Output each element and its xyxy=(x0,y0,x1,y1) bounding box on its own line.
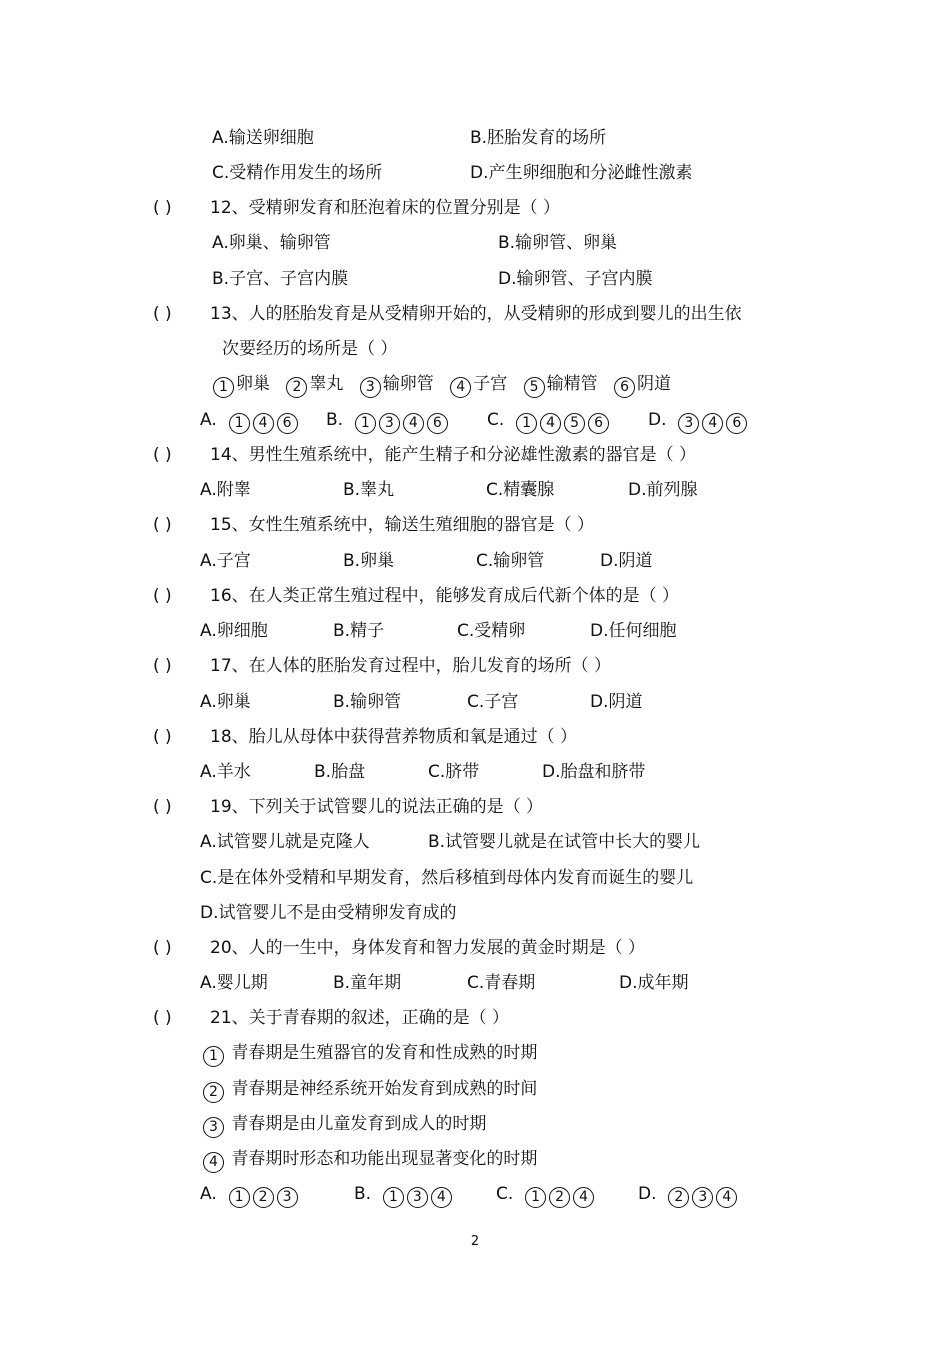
q12-option-d: D.输卵管、子宫内膜 xyxy=(498,269,653,289)
q21-item-3: 3 青春期是由儿童发育到成人的时期 xyxy=(202,1113,486,1138)
q15-option-c: C.输卵管 xyxy=(476,551,545,571)
q12-stem: 12、受精卵发育和胚泡着床的位置分别是（ ） xyxy=(210,198,561,218)
q17-option-a: A.卵巢 xyxy=(200,692,251,712)
q13-items xyxy=(212,373,671,398)
q20-option-b: B.童年期 xyxy=(333,973,402,993)
q13-item: 6 阴道 xyxy=(613,374,671,394)
q13-item: 3 输卵管 xyxy=(359,374,434,394)
q20-stem: 20、人的一生中，身体发育和智力发展的黄金时期是（ ） xyxy=(210,938,646,958)
q16-option-d: D.任何细胞 xyxy=(590,621,677,641)
q12-option-b: B.输卵管、卵巢 xyxy=(498,233,618,253)
q13-item: 1 卵巢 xyxy=(212,374,270,394)
q18-option-d: D.胎盘和脐带 xyxy=(542,762,646,782)
q20-option-a: A.婴儿期 xyxy=(200,973,268,993)
q20-answer-paren: ( ) xyxy=(153,938,172,958)
q18-answer-paren: ( ) xyxy=(153,727,172,747)
q11-option-b: B.胚胎发育的场所 xyxy=(470,128,607,148)
q16-option-c: C.受精卵 xyxy=(457,621,526,641)
q21-choice-d: D. 2 3 4 xyxy=(638,1183,739,1208)
q21-item-4: 4 青春期时形态和功能出现显著变化的时期 xyxy=(202,1148,537,1173)
q15-option-d: D.阴道 xyxy=(600,551,653,571)
q13-stem: 13、人的胚胎发育是从受精卵开始的，从受精卵的形成到婴儿的出生依 xyxy=(210,304,742,324)
q16-stem: 16、在人类正常生殖过程中，能够发育成后代新个体的是（ ） xyxy=(210,586,680,606)
q20-option-c: C.青春期 xyxy=(467,973,536,993)
q16-option-b: B.精子 xyxy=(333,621,385,641)
q18-stem: 18、胎儿从母体中获得营养物质和氧是通过（ ） xyxy=(210,727,578,747)
q21-answer-paren: ( ) xyxy=(153,1008,172,1028)
q15-answer-paren: ( ) xyxy=(153,515,172,535)
q19-stem: 19、下列关于试管婴儿的说法正确的是（ ） xyxy=(210,797,544,817)
q14-option-a: A.附睾 xyxy=(200,480,251,500)
q21-choice-b: B. 1 3 4 xyxy=(354,1183,454,1208)
q21-item-2: 2 青春期是神经系统开始发育到成熟的时间 xyxy=(202,1078,537,1103)
q13-stem-continued: 次要经历的场所是（ ） xyxy=(222,339,398,359)
q20-option-d: D.成年期 xyxy=(619,973,689,993)
q21-stem: 21、关于青春期的叙述，正确的是（ ） xyxy=(210,1008,510,1028)
q19-option-a: A.试管婴儿就是克隆人 xyxy=(200,832,370,852)
q14-option-d: D.前列腺 xyxy=(628,480,698,500)
q18-option-b: B.胎盘 xyxy=(314,762,366,782)
q17-answer-paren: ( ) xyxy=(153,656,172,676)
q12-option-a: A.卵巢、输卵管 xyxy=(212,233,331,253)
q18-option-c: C.脐带 xyxy=(428,762,480,782)
q13-choice-d: D. 3 4 6 xyxy=(648,409,749,434)
page-number: 2 xyxy=(470,1234,480,1249)
q14-stem: 14、男性生殖系统中，能产生精子和分泌雄性激素的器官是（ ） xyxy=(210,445,697,465)
q17-option-c: C.子宫 xyxy=(467,692,519,712)
q19-option-b: B.试管婴儿就是在试管中长大的婴儿 xyxy=(428,832,701,852)
q16-answer-paren: ( ) xyxy=(153,586,172,606)
q13-answer-paren: ( ) xyxy=(153,304,172,324)
q12-option-c: B.子宫、子宫内膜 xyxy=(212,269,349,289)
q14-option-c: C.精囊腺 xyxy=(486,480,555,500)
q12-answer-paren: ( ) xyxy=(153,198,172,218)
q18-option-a: A.羊水 xyxy=(200,762,251,782)
q19-option-d: D.试管婴儿不是由受精卵发育成的 xyxy=(200,903,457,923)
q13-choice-b: B. 1 3 4 6 xyxy=(326,409,450,434)
q14-option-b: B.睾丸 xyxy=(343,480,395,500)
q13-item: 2 睾丸 xyxy=(285,374,343,394)
q17-option-d: D.阴道 xyxy=(590,692,643,712)
q13-item: 5 输精管 xyxy=(523,374,598,394)
q15-option-a: A.子宫 xyxy=(200,551,251,571)
q21-item-1: 1 青春期是生殖器官的发育和性成熟的时期 xyxy=(202,1042,537,1067)
q11-option-c: C.受精作用发生的场所 xyxy=(212,163,383,183)
q13-item: 4 子宫 xyxy=(449,374,507,394)
q21-choice-c: C. 1 2 4 xyxy=(496,1183,596,1208)
q17-option-b: B.输卵管 xyxy=(333,692,402,712)
q19-option-c: C.是在体外受精和早期发育，然后移植到母体内发育而诞生的婴儿 xyxy=(200,868,694,888)
q13-choice-c: C. 1 4 5 6 xyxy=(487,409,611,434)
q13-choice-a: A. 1 4 6 xyxy=(200,409,300,434)
q14-answer-paren: ( ) xyxy=(153,445,172,465)
q11-option-d: D.产生卵细胞和分泌雌性激素 xyxy=(470,163,693,183)
q15-option-b: B.卵巢 xyxy=(343,551,395,571)
q15-stem: 15、女性生殖系统中，输送生殖细胞的器官是（ ） xyxy=(210,515,595,535)
q16-option-a: A.卵细胞 xyxy=(200,621,268,641)
q21-choice-a: A. 1 2 3 xyxy=(200,1183,300,1208)
q17-stem: 17、在人体的胚胎发育过程中，胎儿发育的场所（ ） xyxy=(210,656,612,676)
q11-option-a: A.输送卵细胞 xyxy=(212,128,314,148)
q19-answer-paren: ( ) xyxy=(153,797,172,817)
